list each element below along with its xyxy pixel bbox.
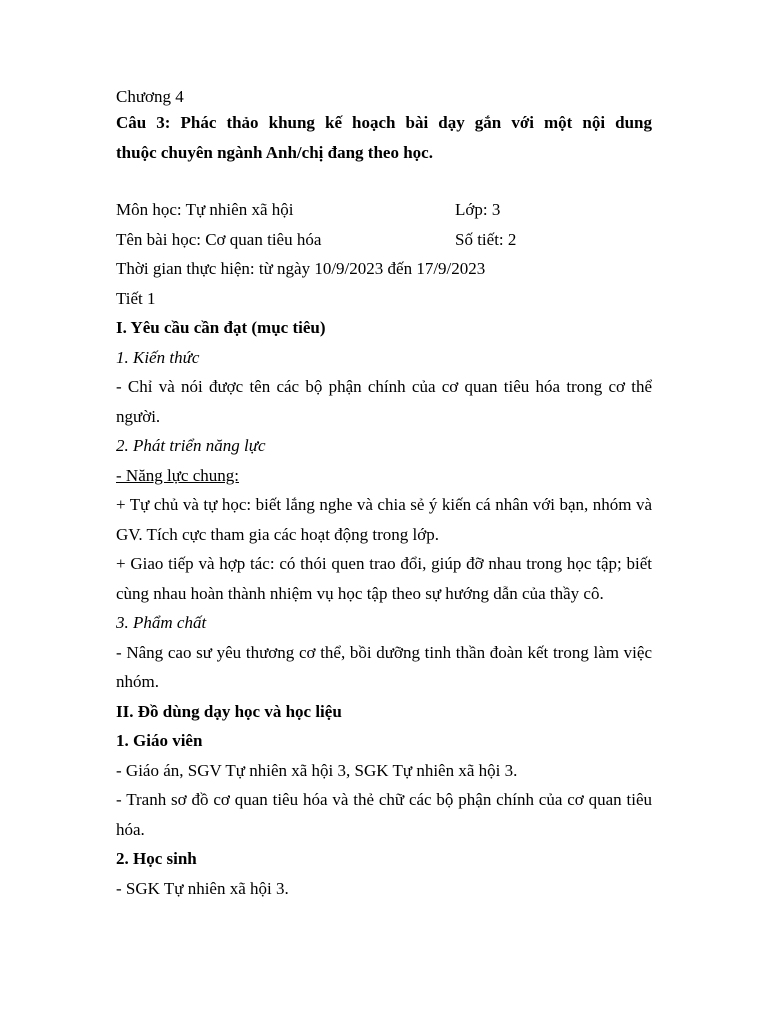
chapter-label: Chương 4 [116,87,184,106]
teacher-item-1: - Giáo án, SGV Tự nhiên xã hội 3, SGK Tự nhiên xã hội 3. [116,760,518,780]
document-page [116,86,652,903]
period-label: Tiết 1 [116,288,156,308]
student-item-1: - SGK Tự nhiên xã hội 3. [116,878,289,898]
communication-text: + Giao tiếp và hợp tác: có thói quen trao đổi, giúp đỡ nhau trong học tập; biết cùng nhau hoàn thành nhiệm vụ học tập theo sự hướng dẫn của thầy cô. [116,554,652,603]
time-text: Thời gian thực hiện: từ ngày 10/9/2023 đến 17/9/2023 [116,259,486,278]
question-title-line-2: thuộc chuyên ngành Anh/chị đang theo học. [116,142,433,162]
competence-heading: 2. Phát triển năng lực [116,436,266,455]
spacer [116,167,652,195]
lesson-row [116,225,652,255]
self-study-text: + Tự chủ và tự học: biết lắng nghe và chia sẻ ý kiến cá nhân với bạn, nhóm và GV. Tích cực tham gia các hoạt động trong lớp. [116,495,652,544]
grade-text: Lớp: 3 [455,200,501,219]
student-heading: 2. Học sinh [116,849,197,868]
subject-row [116,195,652,225]
general-competence-text: - Năng lực chung: [116,465,239,485]
knowledge-heading: 1. Kiến thức [116,347,200,367]
quality-heading: 3. Phẩm chất [116,613,207,632]
quality-text: - Nâng cao sư yêu thương cơ thể, bồi dưỡng tinh thần đoàn kết trong làm việc nhóm. [116,642,652,691]
knowledge-text: - Chỉ và nói được tên các bộ phận chính của cơ quan tiêu hóa trong cơ thể người. [116,377,652,426]
periods-text: Số tiết: 2 [455,229,517,249]
subject-text: Môn học: Tự nhiên xã hội [116,200,294,219]
teacher-heading: 1. Giáo viên [116,731,203,750]
section1-heading: I. Yêu cầu cần đạt (mục tiêu) [116,318,326,337]
general-competence-label [116,461,652,491]
question-title-line-1: Câu 3: Phác thảo khung kế hoạch bài dạy gắn với một nội dung [116,113,652,132]
section2-heading: II. Đồ dùng dạy học và học liệu [116,701,342,721]
teacher-item-2: - Tranh sơ đồ cơ quan tiêu hóa và thẻ chữ các bộ phận chính của cơ quan tiêu hóa. [116,790,652,839]
lesson-text: Tên bài học: Cơ quan tiêu hóa [116,229,322,249]
